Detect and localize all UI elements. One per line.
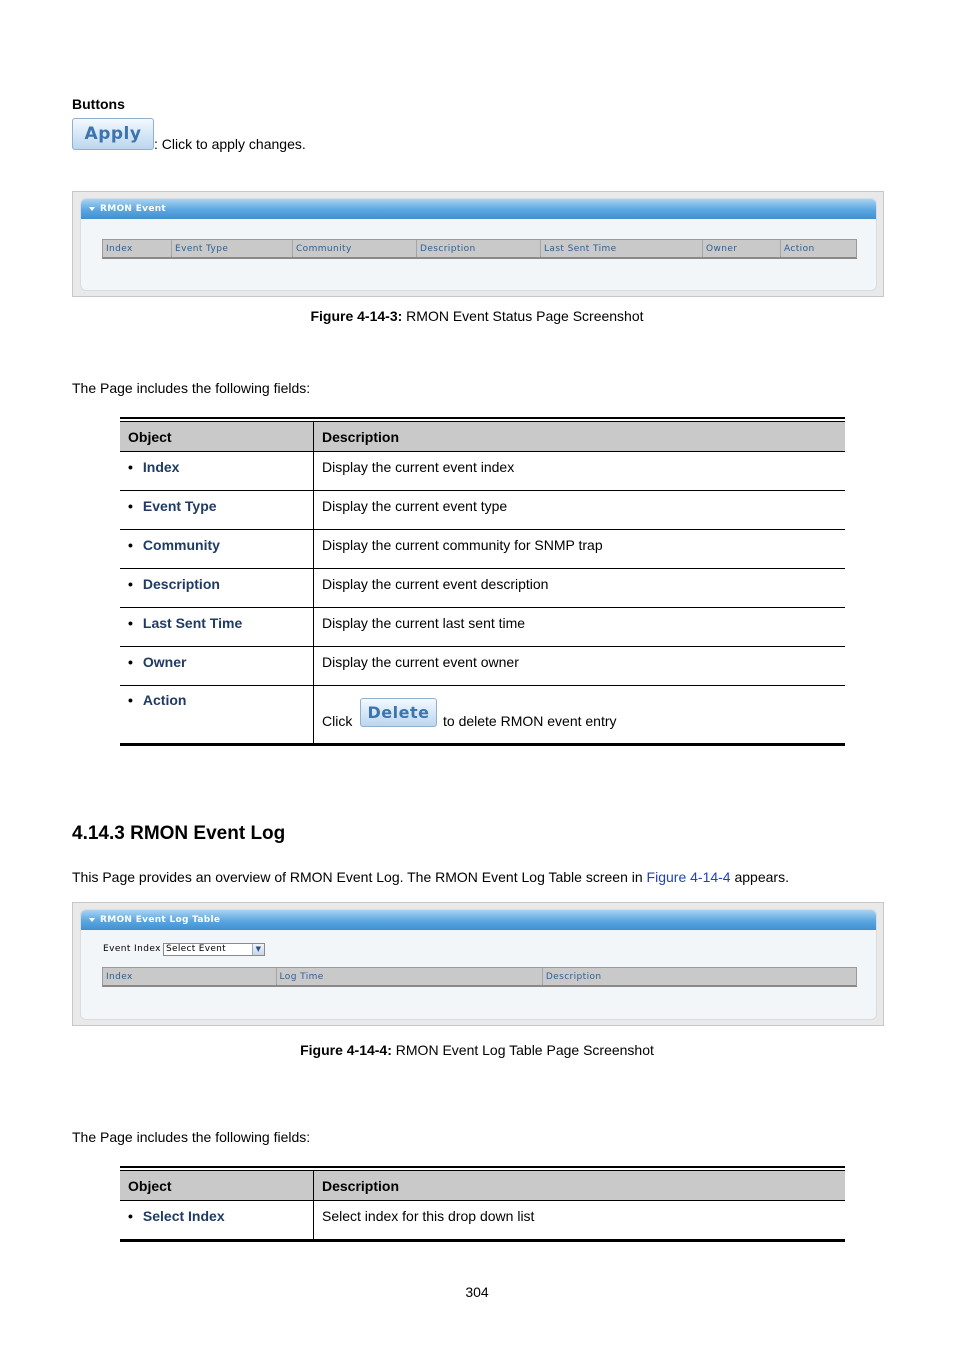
object-description: Display the current last sent time xyxy=(322,615,526,631)
rmon-event-log-screenshot xyxy=(72,902,884,1026)
delete-button[interactable]: Delete xyxy=(360,698,437,727)
table2-header-object: Object xyxy=(120,1171,314,1200)
object-action: • Action xyxy=(120,685,314,744)
table-row xyxy=(120,452,845,491)
figure-caption-1: Figure 4-14-3: RMON Event Status Page Screenshot xyxy=(310,308,644,324)
object-name: • Owner xyxy=(120,647,314,685)
col-last-sent-time: Last Sent Time xyxy=(541,240,703,257)
collapse-arrow-icon xyxy=(89,207,95,211)
table1-top-rule xyxy=(120,417,845,419)
col-description: Description xyxy=(545,972,602,982)
collapse-arrow-icon xyxy=(89,918,95,922)
col-community: Community xyxy=(293,240,417,257)
action-desc-prefix: Click xyxy=(322,713,353,729)
figure-caption-2: Figure 4-14-4: RMON Event Log Table Page Screenshot xyxy=(300,1042,654,1058)
section-heading: 4.14.3 RMON Event Log xyxy=(72,823,286,844)
rmon-event-screenshot xyxy=(72,191,884,297)
table1-header-description: Description xyxy=(322,429,400,445)
table-row-action xyxy=(120,685,845,744)
col-owner: Owner xyxy=(703,240,781,257)
description-action xyxy=(314,685,845,744)
description-select-index: Select index for this drop down list xyxy=(322,1208,535,1224)
object-name: • Community xyxy=(120,530,314,568)
section-intro: This Page provides an overview of RMON Event Log. The RMON Event Log Table screen in Figure 4-14-4 appears. xyxy=(72,869,789,885)
page-number: 304 xyxy=(465,1284,489,1300)
col-index: Index xyxy=(103,968,277,985)
rmon-event-log-panel xyxy=(80,909,877,1020)
table1-bottom-rule xyxy=(120,743,845,746)
table-row xyxy=(120,647,845,686)
rmon-event-log-panel-title: RMON Event Log Table xyxy=(100,915,221,925)
object-name: • Event Type xyxy=(120,491,314,529)
fields-intro-1: The Page includes the following fields: xyxy=(72,380,311,396)
apply-button[interactable]: Apply xyxy=(72,118,154,150)
object-description: Display the current event owner xyxy=(322,654,519,670)
object-name: • Index xyxy=(120,452,314,490)
rmon-event-log-table-header xyxy=(102,967,857,987)
apply-description: : Click to apply changes. xyxy=(154,136,306,152)
event-index-select[interactable] xyxy=(163,943,265,956)
table-row xyxy=(120,608,845,647)
rmon-event-panel-title: RMON Event xyxy=(100,204,167,214)
fields-intro-2: The Page includes the following fields: xyxy=(72,1129,311,1145)
rmon-event-panel xyxy=(80,198,877,291)
object-description: Display the current community for SNMP trap xyxy=(322,537,603,553)
table-row xyxy=(120,491,845,530)
table2-bottom-rule xyxy=(120,1239,845,1242)
table1-header-object: Object xyxy=(120,422,314,451)
object-name: • Description xyxy=(120,569,314,607)
event-index-label: Event Index xyxy=(103,944,161,954)
object-name: • Last Sent Time xyxy=(120,608,314,646)
object-description: Display the current event index xyxy=(322,459,515,475)
figure-link[interactable]: Figure 4-14-4 xyxy=(646,869,731,885)
table-row xyxy=(120,530,845,569)
rmon-event-panel-header[interactable] xyxy=(81,199,876,219)
table2-header xyxy=(120,1170,845,1201)
col-description: Description xyxy=(417,240,541,257)
rmon-event-log-panel-header[interactable] xyxy=(81,910,876,930)
col-event-type: Event Type xyxy=(172,240,293,257)
object-description: Display the current event type xyxy=(322,498,508,514)
table2-top-rule xyxy=(120,1166,845,1168)
object-select-index: • Select Index xyxy=(120,1201,314,1239)
table-row xyxy=(120,1201,845,1239)
event-index-select-value: Select Event xyxy=(166,944,227,954)
buttons-heading: Buttons xyxy=(72,96,125,112)
col-log-time: Log Time xyxy=(277,968,543,985)
col-index: Index xyxy=(103,240,172,257)
rmon-event-table-header xyxy=(102,239,857,259)
action-desc-suffix: to delete RMON event entry xyxy=(443,713,617,729)
chevron-down-icon[interactable]: ▼ xyxy=(252,944,264,955)
object-description: Display the current event description xyxy=(322,576,549,592)
table-row xyxy=(120,569,845,608)
table2-header-description: Description xyxy=(322,1178,400,1194)
table1-header xyxy=(120,421,845,452)
col-action: Action xyxy=(784,244,815,254)
